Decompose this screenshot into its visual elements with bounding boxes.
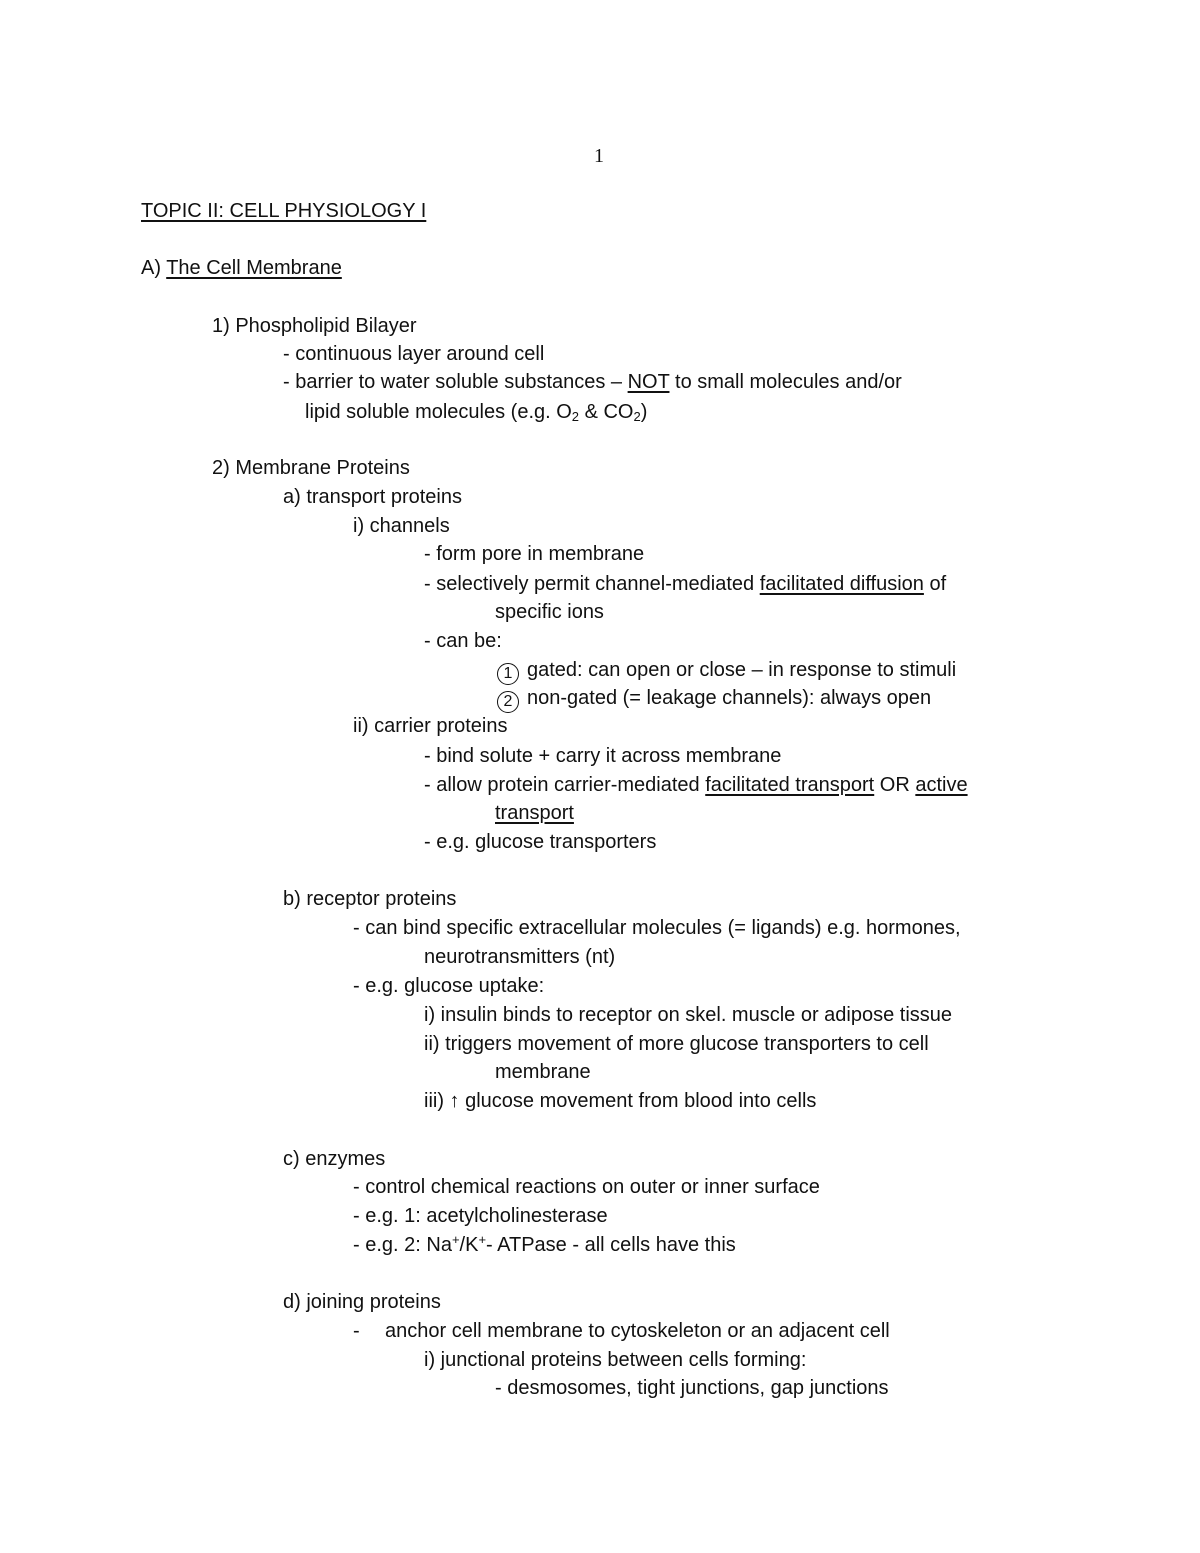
channel-type-gated: 1 gated: can open or close – in response to stimuli [497, 658, 956, 685]
bilayer-point-2: - barrier to water soluble substances – NOT to small molecules and/or [283, 371, 902, 393]
receptor-proteins-heading: b) receptor proteins [283, 888, 457, 910]
section-a-heading: A) The Cell Membrane [141, 257, 342, 279]
enzymes-heading: c) enzymes [283, 1148, 386, 1170]
channels-point-2: - selectively permit channel-mediated facilitated diffusion of [424, 573, 947, 595]
carrier-point-1: - bind solute + carry it across membrane [424, 745, 782, 767]
channels-heading: i) channels [353, 515, 450, 537]
glucose-step-2: ii) triggers movement of more glucose transporters to cell [424, 1033, 929, 1055]
carrier-point-3: - e.g. glucose transporters [424, 831, 657, 853]
joining-point-1: anchor cell membrane to cytoskeleton or an adjacent cell [385, 1320, 890, 1342]
receptor-point-1: - can bind specific extracellular molecules (= ligands) e.g. hormones, [353, 917, 961, 939]
channels-point-1: - form pore in membrane [424, 543, 645, 565]
enzymes-point-3: - e.g. 2: Na+/K+- ATPase - all cells have this [353, 1232, 736, 1256]
carrier-point-2-cont: transport [495, 802, 574, 824]
page-number: 1 [594, 145, 604, 167]
joining-point-2: i) junctional proteins between cells forming: [424, 1349, 807, 1371]
bilayer-point-2-cont: lipid soluble molecules (e.g. $O_2$ & $CO_2$) [305, 401, 648, 424]
enzymes-point-1: - control chemical reactions on outer or inner surface [353, 1176, 820, 1198]
document-title: TOPIC II: CELL PHYSIOLOGY I [141, 200, 427, 222]
joining-proteins-heading: d) joining proteins [283, 1291, 441, 1313]
channel-type-non-gated: 2 non-gated (= leakage channels): always open [497, 686, 931, 713]
enzymes-point-2: - e.g. 1: acetylcholinesterase [353, 1205, 608, 1227]
circled-number-2: 2 [497, 691, 519, 713]
transport-proteins-heading: a) transport proteins [283, 486, 462, 508]
proteins-heading: 2) Membrane Proteins [212, 457, 410, 479]
bilayer-heading: 1) Phospholipid Bilayer [212, 315, 417, 337]
carrier-point-2: - allow protein carrier-mediated facilitated transport OR active [424, 774, 968, 796]
receptor-point-2: - e.g. glucose uptake: [353, 975, 545, 997]
glucose-step-2-cont: membrane [495, 1061, 591, 1083]
joining-point-dash: - [353, 1320, 360, 1342]
carrier-proteins-heading: ii) carrier proteins [353, 715, 508, 737]
channels-point-2-cont: specific ions [495, 601, 604, 623]
glucose-step-3: iii) ↑ glucose movement from blood into cells [424, 1090, 817, 1112]
glucose-step-1: i) insulin binds to receptor on skel. muscle or adipose tissue [424, 1004, 953, 1026]
joining-point-3: - desmosomes, tight junctions, gap junctions [495, 1377, 889, 1399]
circled-number-1: 1 [497, 663, 519, 685]
receptor-point-1-cont: neurotransmitters (nt) [424, 946, 616, 968]
channels-point-3: - can be: [424, 630, 502, 652]
bilayer-point-1: - continuous layer around cell [283, 343, 545, 365]
